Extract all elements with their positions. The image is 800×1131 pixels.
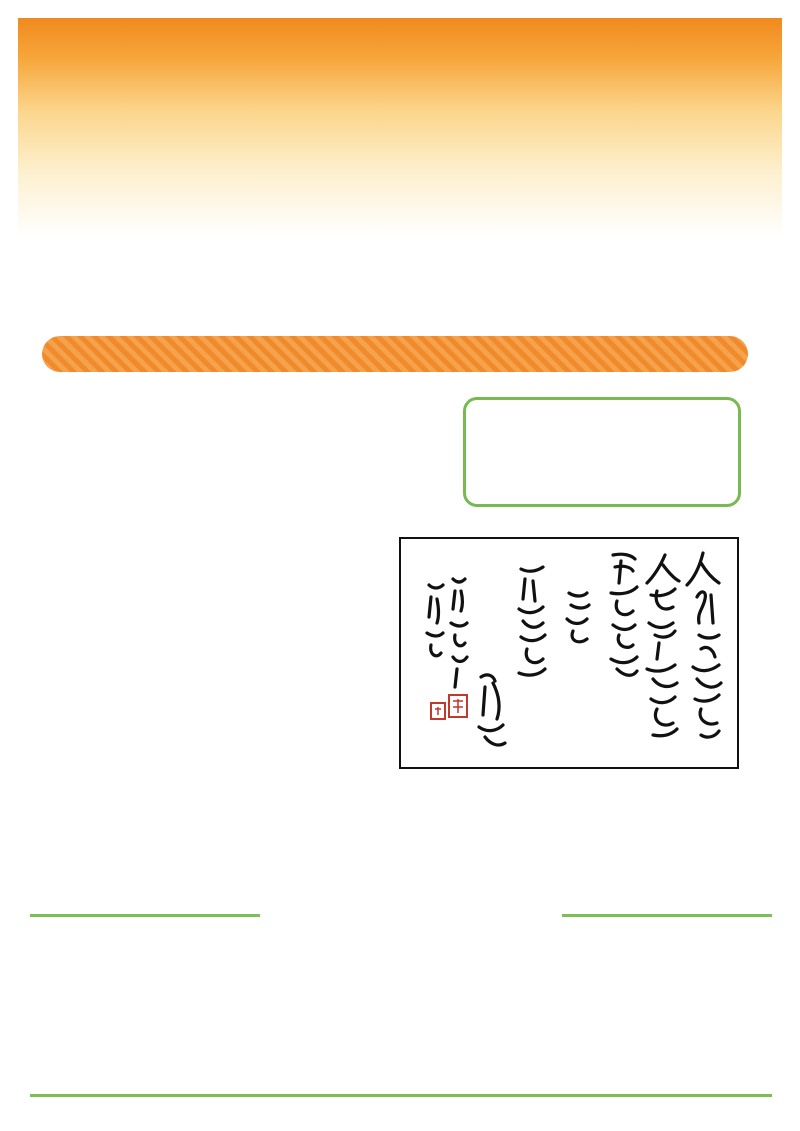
staff-row [246, 861, 436, 887]
divider-line [30, 914, 260, 917]
policy-item [480, 429, 724, 450]
page-title [0, 160, 800, 219]
theme-bar [42, 336, 748, 372]
divider-line [562, 914, 772, 917]
policy-box [463, 397, 741, 507]
staff-row [246, 785, 436, 811]
date-line [50, 256, 750, 286]
staff-row [246, 823, 436, 849]
policy-item [480, 408, 724, 429]
calligraphy-brushwork-image [401, 539, 737, 767]
bottom-divider [30, 1094, 772, 1097]
maple-leaf-decoration [54, 805, 214, 900]
calligraphy-artwork [399, 537, 739, 769]
policy-item [480, 450, 724, 471]
exhibitors-heading [280, 905, 300, 921]
venue-line [50, 301, 770, 319]
